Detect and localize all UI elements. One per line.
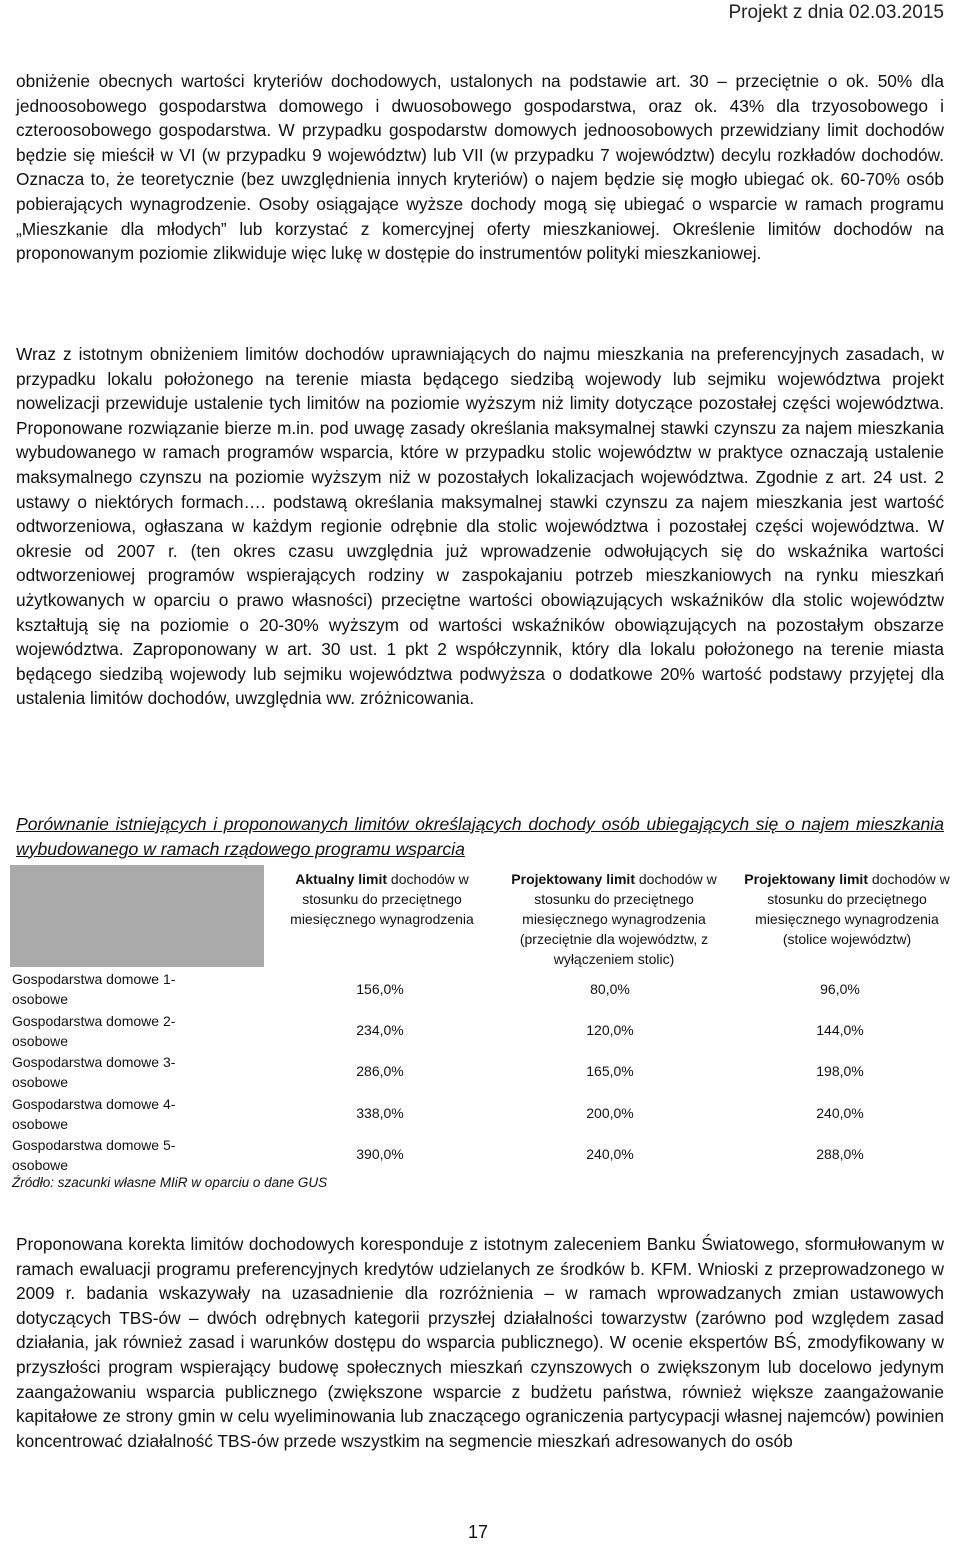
- column-header-current-text: dochodów w stosunku do przeciętnego miesięcznego wynagrodzenia: [290, 871, 474, 927]
- column-header-current: [272, 869, 492, 929]
- row-label-4-person: Gospodarstwa domowe 4-osobowe: [12, 1096, 176, 1132]
- row-label-1-person: Gospodarstwa domowe 1-osobowe: [12, 971, 176, 1007]
- cell-5-projected-avg: 240,0%: [586, 1146, 634, 1162]
- cell-3-projected-avg: 165,0%: [586, 1063, 634, 1079]
- column-header-projected-capitals: [736, 869, 958, 949]
- limits-table: [10, 865, 960, 1175]
- page-header-title: Projekt z dnia 02.03.2015: [728, 2, 944, 23]
- cell-2-projected-avg: 120,0%: [586, 1022, 634, 1038]
- table-corner-shading: [10, 865, 264, 967]
- table-caption: Porównanie istniejących i proponowanych limitów określających dochody osób ubiegających się o najem mieszkania wybudowanego w ramach rządowego programu wsparcia: [16, 814, 944, 859]
- cell-2-current: 234,0%: [356, 1022, 404, 1038]
- paragraph-income-limits: Wraz z istotnym obniżeniem limitów dochodów uprawniających do najmu mieszkania na preferencyjnych zasadach, w przypadku lokalu położonego na terenie miasta będącego siedzibą wojewody lub sejmiku województwa projekt nowelizacji przewiduje ustalenie tych limitów na poziomie wyższym niż limity dotyczące pozostałej części województwa. Proponowane rozwiązanie bierze m.in. pod uwagę zasady określania maksymalnej stawki czynszu za najem mieszkania wybudowanego w ramach programów wsparcia, które w przypadku stolic województw w praktyce oznaczają ustalenie maksymalnego czynszu na poziomie wyższym niż w pozostałych lokalizacjach województwa. Zgodnie z art. 24 ust. 2 ustawy o niektórych formach…. podstawą określania maksymalnej stawki czynszu za najem mieszkania jest wartość odtworzeniowa, ogłaszana w każdym regionie odrębnie dla stolic województwa i pozostałej części województwa. W okresie od 2007 r. (ten okres czasu uwzględnia już wprowadzenie odwołujących się do wskaźnika wartości odtworzeniowej programów wspierających rodziny w zaspokajaniu potrzeb mieszkaniowych na rynku mieszkań użytkowanych w oparciu o prawo własności) przeciętne wartości obowiązujących wskaźników dla stolic województw kształtują się na poziomie o 20-30% wyższym od wartości wskaźników obowiązujących na pozostałym obszarze województwa. Zaproponowany w art. 30 ust. 1 pkt 2 współczynnik, który dla lokalu położonego na terenie miasta będącego siedzibą wojewody lub sejmiku województwa podwyższa o dodatkowe 20% wartość podstawy przyjętej dla ustalenia limitów dochodów, uwzględnia ww. zróżnicowania.: [16, 344, 944, 709]
- cell-3-projected-capitals: 198,0%: [816, 1063, 864, 1079]
- table-source-note: Źródło: szacunki własne MIiR w oparciu o dane GUS: [12, 1175, 328, 1190]
- column-header-projected-avg: [502, 869, 726, 969]
- cell-4-projected-avg: 200,0%: [586, 1105, 634, 1121]
- cell-4-current: 338,0%: [356, 1105, 404, 1121]
- column-header-current-bold: Aktualny limit: [295, 871, 388, 887]
- column-header-projected-capitals-text: dochodów w stosunku do przeciętnego miesięcznego wynagrodzenia (stolice województw): [755, 871, 950, 947]
- cell-1-current: 156,0%: [356, 981, 404, 997]
- cell-1-projected-capitals: 96,0%: [820, 981, 860, 997]
- page-number: 17: [468, 1522, 489, 1542]
- row-label-3-person: Gospodarstwa domowe 3-osobowe: [12, 1054, 176, 1090]
- cell-2-projected-capitals: 144,0%: [816, 1022, 864, 1038]
- cell-5-projected-capitals: 288,0%: [816, 1146, 864, 1162]
- row-label-5-person: Gospodarstwa domowe 5-osobowe: [12, 1137, 176, 1173]
- column-header-projected-avg-text: dochodów w stosunku do przeciętnego miesięcznego wynagrodzenia (przeciętnie dla województw, z wyłączeniem stolic): [519, 871, 717, 967]
- cell-4-projected-capitals: 240,0%: [816, 1105, 864, 1121]
- cell-5-current: 390,0%: [356, 1146, 404, 1162]
- column-header-projected-avg-bold: Projektowany limit: [511, 871, 635, 887]
- column-header-projected-capitals-bold: Projektowany limit: [744, 871, 868, 887]
- cell-3-current: 286,0%: [356, 1063, 404, 1079]
- paragraph-income-criteria: obniżenie obecnych wartości kryteriów dochodowych, ustalonych na podstawie art. 30 – przeciętnie o ok. 50% dla jednoosobowego gospodarstwa domowego i dwuosobowego gospodarstwa, oraz ok. 43% dla trzyosobowego i czteroosobowego gospodarstwa. W przypadku gospodarstw domowych jednoosobowych przewidziany limit dochodów będzie się mieścił w VI (w przypadku 9 województw) lub VII (w przypadku 7 województw) decylu rozkładów dochodów. Oznacza to, że teoretycznie (bez uwzględnienia innych kryteriów) o najem będzie się mogło ubiegać ok. 60-70% osób pobierających wynagrodzenie. Osoby osiągające wyższe dochody mogą się ubiegać o wsparcie w ramach programu „Mieszkanie dla młodych” lub korzystać z komercyjnej oferty mieszkaniowej. Określenie limitów dochodów na proponowanym poziomie zlikwiduje więc lukę w dostępie do instrumentów polityki mieszkaniowej.: [16, 71, 944, 264]
- paragraph-world-bank: Proponowana korekta limitów dochodowych koresponduje z istotnym zaleceniem Banku Światowego, sformułowanym w ramach ewaluacji programu preferencyjnych kredytów udzielanych ze środków b. KFM. Wnioski z przeprowadzonego w 2009 r. badania wskazywały na uzasadnienie dla rozróżnienia – w ramach wprowadzanych zmian ustawowych dotyczących TBS-ów – dwóch odrębnych kategorii przyszłej działalności towarzystw (zarówno pod względem zasad działania, jak również zasad i warunków dostępu do wsparcia publicznego). W ocenie ekspertów BŚ, zmodyfikowany w przyszłości program wspierający budowę społecznych mieszkań czynszowych o zwiększonym lub docelowo jedynym zaangażowaniu wsparcia publicznego (zwiększone wsparcie z budżetu państwa, również większe zaangażowanie kapitałowe ze strony gmin w celu wyeliminowania lub znaczącego ograniczenia partycypacji własnej najemców) powinien koncentrować działalność TBS-ów przede wszystkim na segmencie mieszkań adresowanych do osób: [16, 1234, 944, 1451]
- row-label-2-person: Gospodarstwa domowe 2-osobowe: [12, 1013, 176, 1049]
- cell-1-projected-avg: 80,0%: [590, 981, 630, 997]
